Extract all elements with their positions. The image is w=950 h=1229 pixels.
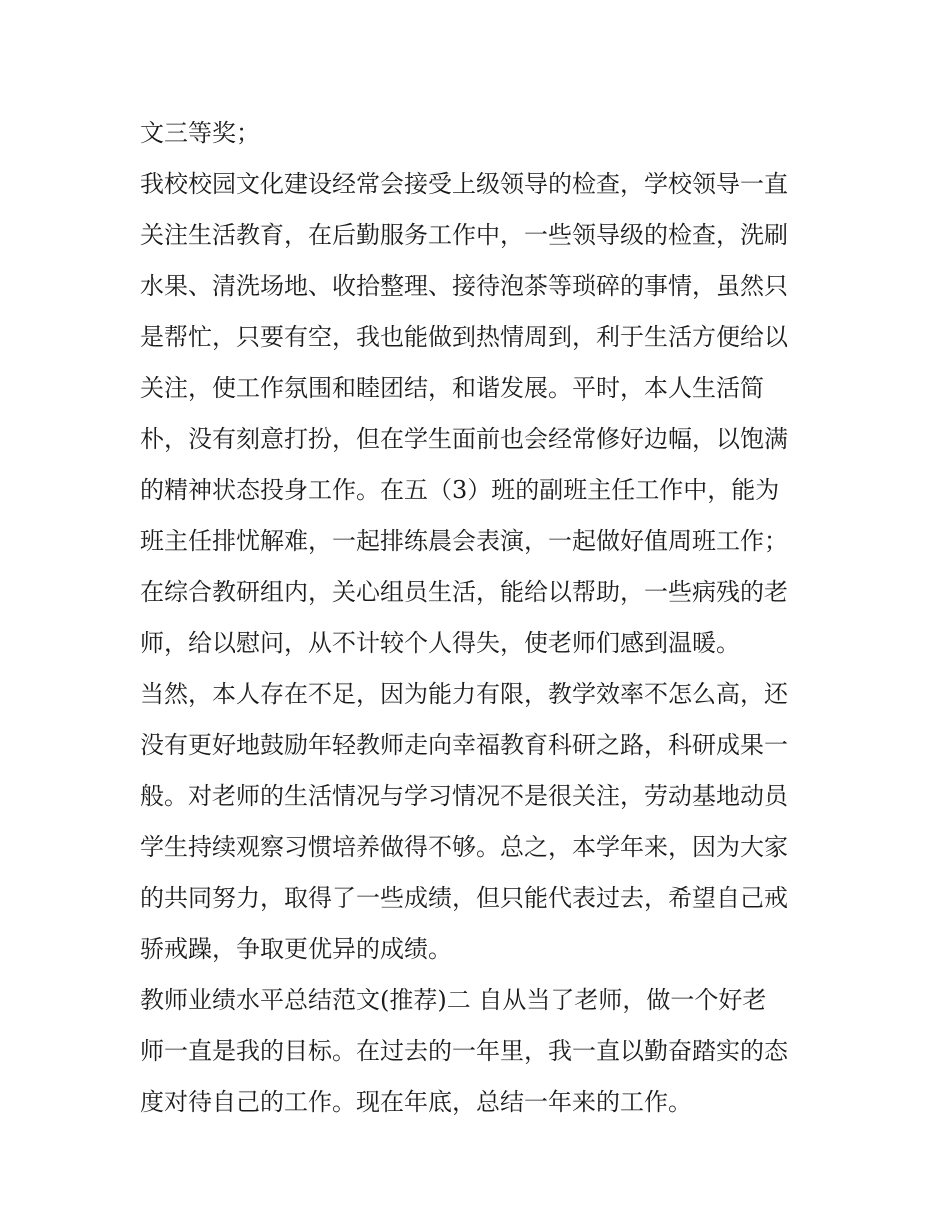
body-text bbox=[140, 108, 830, 1128]
text-line: 朴，没有刻意打扮，但在学生面前也会经常修好边幅，以饱满 bbox=[140, 425, 788, 453]
text-line: 文三等奖； bbox=[140, 119, 260, 147]
text-line: 的精神状态投身工作。在五（3）班的副班主任工作中，能为 bbox=[140, 476, 780, 504]
text-line: 当然，本人存在不足，因为能力有限，教学效率不怎么高，还 bbox=[140, 680, 788, 708]
text-line: 师一直是我的目标。在过去的一年里，我一直以勤奋踏实的态 bbox=[140, 1037, 788, 1065]
text-line: 没有更好地鼓励年轻教师走向幸福教育科研之路，科研成果一 bbox=[140, 731, 788, 759]
text-line: 水果、清洗场地、收拾整理、接待泡茶等琐碎的事情，虽然只 bbox=[140, 272, 788, 300]
text-line: 班主任排忧解难，一起排练晨会表演，一起做好值周班工作； bbox=[140, 527, 788, 555]
text-line: 是帮忙，只要有空，我也能做到热情周到，利于生活方便给以 bbox=[140, 323, 788, 351]
text-line: 学生持续观察习惯培养做得不够。总之，本学年来，因为大家 bbox=[140, 833, 788, 861]
text-line: 关注生活教育，在后勤服务工作中，一些领导级的检查，洗刷 bbox=[140, 221, 788, 249]
text-line: 教师业绩水平总结范文(推荐)二 自从当了老师，做一个好老 bbox=[140, 986, 767, 1014]
text-line: 骄戒躁，争取更优异的成绩。 bbox=[140, 935, 452, 963]
text-line: 关注，使工作氛围和睦团结，和谐发展。平时，本人生活简 bbox=[140, 374, 764, 402]
text-line: 在综合教研组内，关心组员生活，能给以帮助，一些病残的老 bbox=[140, 578, 788, 606]
text-line: 的共同努力，取得了一些成绩，但只能代表过去，希望自己戒 bbox=[140, 884, 788, 912]
text-line: 般。对老师的生活情况与学习情况不是很关注，劳动基地动员 bbox=[140, 782, 788, 810]
text-line: 师，给以慰问，从不计较个人得失，使老师们感到温暖。 bbox=[140, 629, 740, 657]
text-line: 我校校园文化建设经常会接受上级领导的检查，学校领导一直 bbox=[140, 170, 788, 198]
text-line: 度对待自己的工作。现在年底，总结一年来的工作。 bbox=[140, 1088, 692, 1116]
